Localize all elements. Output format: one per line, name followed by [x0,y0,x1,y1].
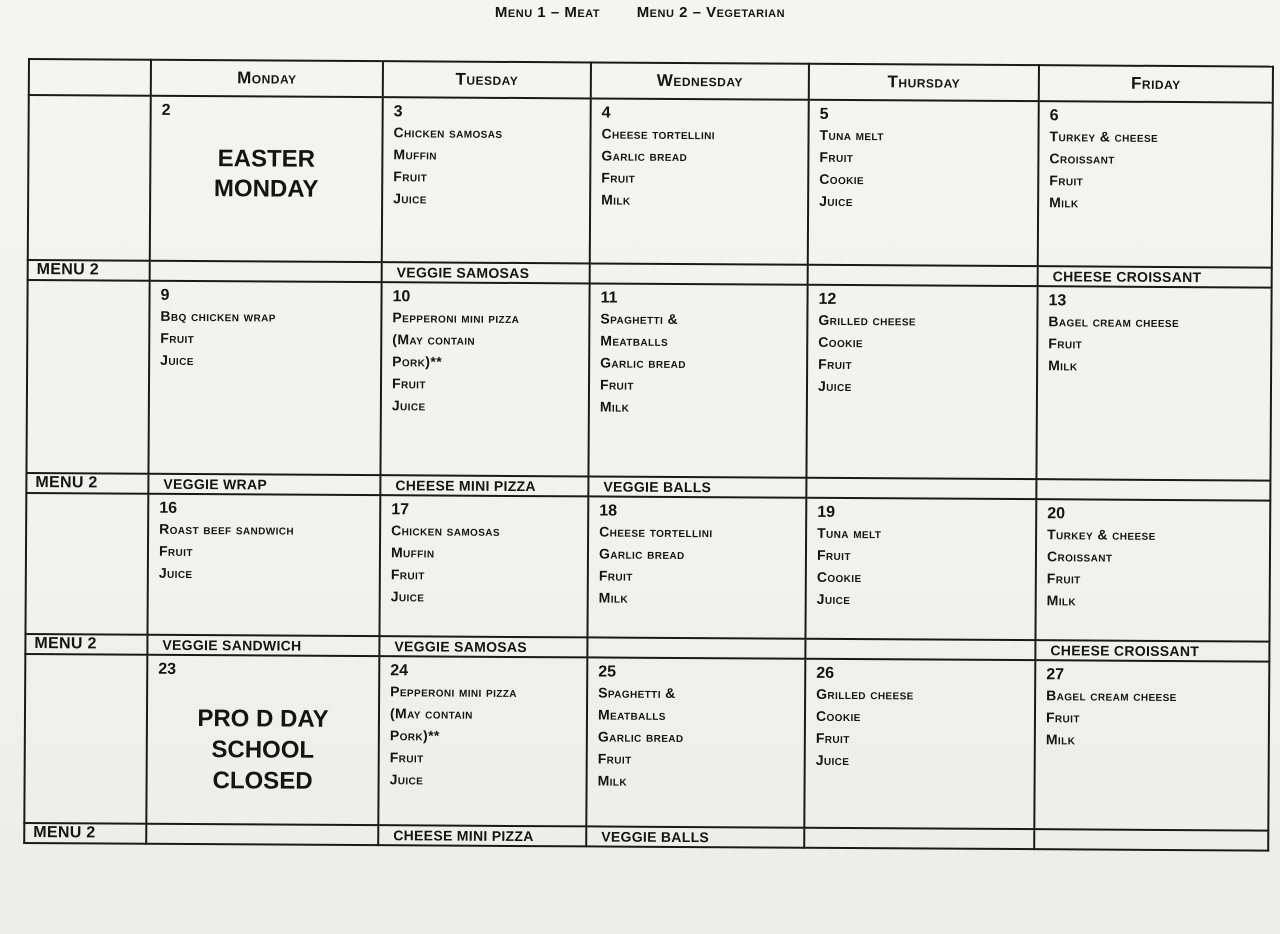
meal-item: Fruit [1046,570,1081,587]
menu2-item [804,828,1034,850]
day-cell [147,494,380,636]
day-cell [590,98,809,264]
meal-item: Fruit [597,750,632,767]
day-header-wednesday: Wednesday [591,62,809,99]
meal-item: Juice [391,397,426,414]
week-label-cell [26,280,149,474]
day-cell [380,282,589,476]
meal-item: Spaghetti & [598,684,676,701]
holiday-notice [157,703,368,797]
meal-item: Bagel cream cheese [1048,313,1180,331]
day-cell [586,657,805,827]
menu2-item [146,824,378,846]
meal-item: Fruit [390,566,425,583]
week-label-cell [25,493,148,634]
lunch-menu-table [23,58,1274,852]
day-cell [804,659,1035,829]
day-cell [1034,660,1269,830]
menu2-item: CHEESE CROISSANT [1038,266,1272,288]
meal-item: Cookie [819,170,865,188]
menu2-item: VEGGIE BALLS [588,476,806,497]
date-number: 16 [159,499,178,518]
meal-items [1047,523,1260,612]
meal-item: Turkey & cheese [1049,128,1159,145]
meal-item: Fruit [601,169,636,186]
meal-item: Bbq chicken wrap [160,307,276,325]
meal-item: Grilled cheese [816,685,914,703]
meal-item: Cheese tortellini [599,523,713,541]
meal-items [600,307,797,418]
menu2-item: VEGGIE SAMOSAS [379,636,587,657]
meal-item: Cookie [816,568,862,586]
menu2-item [1036,479,1270,501]
meal-item: Pork)** [389,727,440,744]
date-number: 6 [1049,107,1059,125]
date-number: 18 [599,502,618,520]
meal-item: Milk [601,191,631,208]
date-number: 3 [393,103,403,121]
meal-item: Fruit [599,376,634,393]
meal-item: Tuna melt [819,126,884,144]
meal-item: Garlic bread [600,354,686,371]
menu2-item [590,263,808,284]
menu2-label: MENU 2 [25,634,147,655]
week-row [28,95,1273,267]
meal-item: Fruit [389,749,424,766]
meal-item: Cookie [818,333,864,351]
corner-cell [29,59,151,96]
menu2-item: CHEESE MINI PIZZA [380,475,588,496]
day-cell [148,281,381,475]
meal-item: Fruit [818,355,853,373]
meal-items [819,124,1028,213]
holiday-line: PRO D DAY [197,704,329,733]
meal-item: Milk [597,772,628,789]
day-cell [805,498,1036,640]
meal-items [159,518,369,585]
meal-item: Cheese tortellini [601,125,716,143]
menu2-label: MENU 2 [24,823,146,844]
meal-item: Juice [160,351,194,368]
meal-item: Muffin [390,544,435,561]
meal-item: Fruit [158,542,193,560]
day-cell [588,283,807,477]
date-number: 26 [816,664,835,682]
date-number: 9 [160,286,170,304]
meal-item: Garlic bread [598,545,685,563]
legend-menu2: Menu 2 – Vegetarian [636,4,786,21]
meal-item: Croissant [1046,548,1113,565]
holiday-line: SCHOOL [211,736,315,764]
meal-item: Pork)** [392,353,443,370]
day-cell [146,655,379,825]
menu2-item: CHEESE CROISSANT [1035,640,1269,662]
meal-items [1048,310,1260,377]
meal-item: Fruit [816,546,851,564]
meal-items [392,306,579,417]
menu2-item [806,478,1036,499]
meal-item: Cookie [815,707,861,725]
meal-items [391,519,578,608]
meal-items [1049,125,1262,214]
day-cell [150,96,383,262]
meal-item: (May contain [389,705,473,722]
date-number: 19 [817,503,836,522]
date-number: 5 [819,105,829,123]
week-label-cell [24,654,147,824]
meal-item: Pepperoni mini pizza [392,309,520,326]
meal-item: Juice [816,590,851,608]
meal-item: Chicken samosas [391,522,501,539]
holiday-line: EASTER [217,145,316,173]
meal-item: Tuna melt [817,524,882,542]
date-number: 23 [158,660,177,678]
meal-item: Milk [1045,731,1076,748]
meal-item: Milk [598,589,629,606]
meal-item: Fruit [393,168,428,185]
menu2-item: VEGGIE SANDWICH [147,635,379,657]
meal-item: Milk [1049,194,1079,211]
week-row [26,280,1271,481]
menu2-item [150,261,382,283]
meal-items [601,123,798,212]
meal-item: Grilled cheese [818,311,917,329]
day-cell [382,97,591,263]
menu2-item: VEGGIE BALLS [586,826,804,848]
week-row [24,654,1269,830]
meal-items [599,521,796,610]
menu-legend [0,4,1280,21]
meal-items [818,309,1027,398]
day-cell [808,100,1039,266]
date-number: 4 [601,104,611,122]
meal-item: Bagel cream cheese [1046,687,1177,704]
date-number: 13 [1048,292,1067,310]
meal-items [816,683,1025,772]
date-number: 10 [392,288,411,306]
day-cell [379,495,588,637]
meal-item: Fruit [1049,172,1084,189]
meal-item: Roast beef sandwich [159,520,295,538]
week-row [25,493,1270,641]
meal-item: Fruit [391,375,426,392]
meal-items [598,681,795,792]
menu2-item [587,637,805,658]
meal-item: Meatballs [600,332,669,349]
day-header-monday: Monday [151,60,383,97]
meal-item: Juice [819,192,853,210]
meal-item: Garlic bread [601,147,688,165]
meal-items [1046,684,1258,751]
meal-item: Croissant [1049,150,1115,167]
holiday-notice [161,144,371,205]
meal-item: Chicken samosas [393,124,503,141]
menu2-item: VEGGIE WRAP [148,474,380,496]
meal-item: Juice [817,377,852,395]
day-header-thursday: Thursday [809,64,1039,101]
meal-item: Muffin [393,146,437,163]
meal-items [390,680,577,791]
date-number: 12 [818,290,837,308]
meal-item: Spaghetti & [600,310,679,327]
meal-item: Juice [390,588,425,605]
day-header-tuesday: Tuesday [383,61,591,98]
meal-items [817,522,1026,611]
meal-item: Garlic bread [597,728,684,745]
meal-item: Fruit [1048,335,1083,352]
day-cell [587,497,806,639]
day-cell [1038,101,1273,267]
date-number: 2 [161,101,171,119]
day-cell [378,656,587,826]
meal-item: (May contain [392,331,476,348]
menu2-label: MENU 2 [26,473,148,494]
meal-item: Meatballs [597,706,666,723]
menu2-item [805,639,1035,660]
meal-item: Milk [599,398,630,415]
meal-item: Juice [815,751,850,768]
meal-item: Juice [158,564,193,582]
menu2-label: MENU 2 [28,260,150,281]
date-number: 24 [390,662,409,680]
legend-menu1: Menu 1 – Meat [494,4,601,21]
meal-item: Milk [1046,592,1077,609]
menu2-item: VEGGIE SAMOSAS [382,262,590,283]
day-cell [806,285,1037,479]
menu2-item [1034,829,1268,851]
day-header-friday: Friday [1039,65,1273,102]
meal-items [393,121,580,210]
holiday-line: CLOSED [212,767,313,795]
menu-body [24,95,1273,851]
date-number: 27 [1046,666,1065,684]
menu2-item [808,265,1038,286]
menu2-item: CHEESE MINI PIZZA [378,825,586,846]
meal-item: Fruit [1045,709,1080,726]
day-cell [1035,499,1270,641]
meal-item: Pepperoni mini pizza [390,683,517,700]
date-number: 20 [1047,505,1066,523]
meal-items [160,305,370,372]
date-number: 17 [391,501,410,519]
meal-item: Fruit [815,729,850,746]
date-number: 11 [600,289,618,307]
week-label-cell [28,95,151,261]
meal-item: Juice [389,771,424,788]
meal-item: Turkey & cheese [1047,526,1156,543]
meal-item: Milk [1048,357,1078,374]
meal-item: Fruit [160,329,195,346]
date-number: 25 [598,663,617,681]
day-cell [1036,286,1271,480]
meal-item: Juice [393,190,427,207]
meal-item: Fruit [819,148,854,166]
meal-item: Fruit [598,567,633,584]
holiday-line: MONDAY [213,175,319,203]
